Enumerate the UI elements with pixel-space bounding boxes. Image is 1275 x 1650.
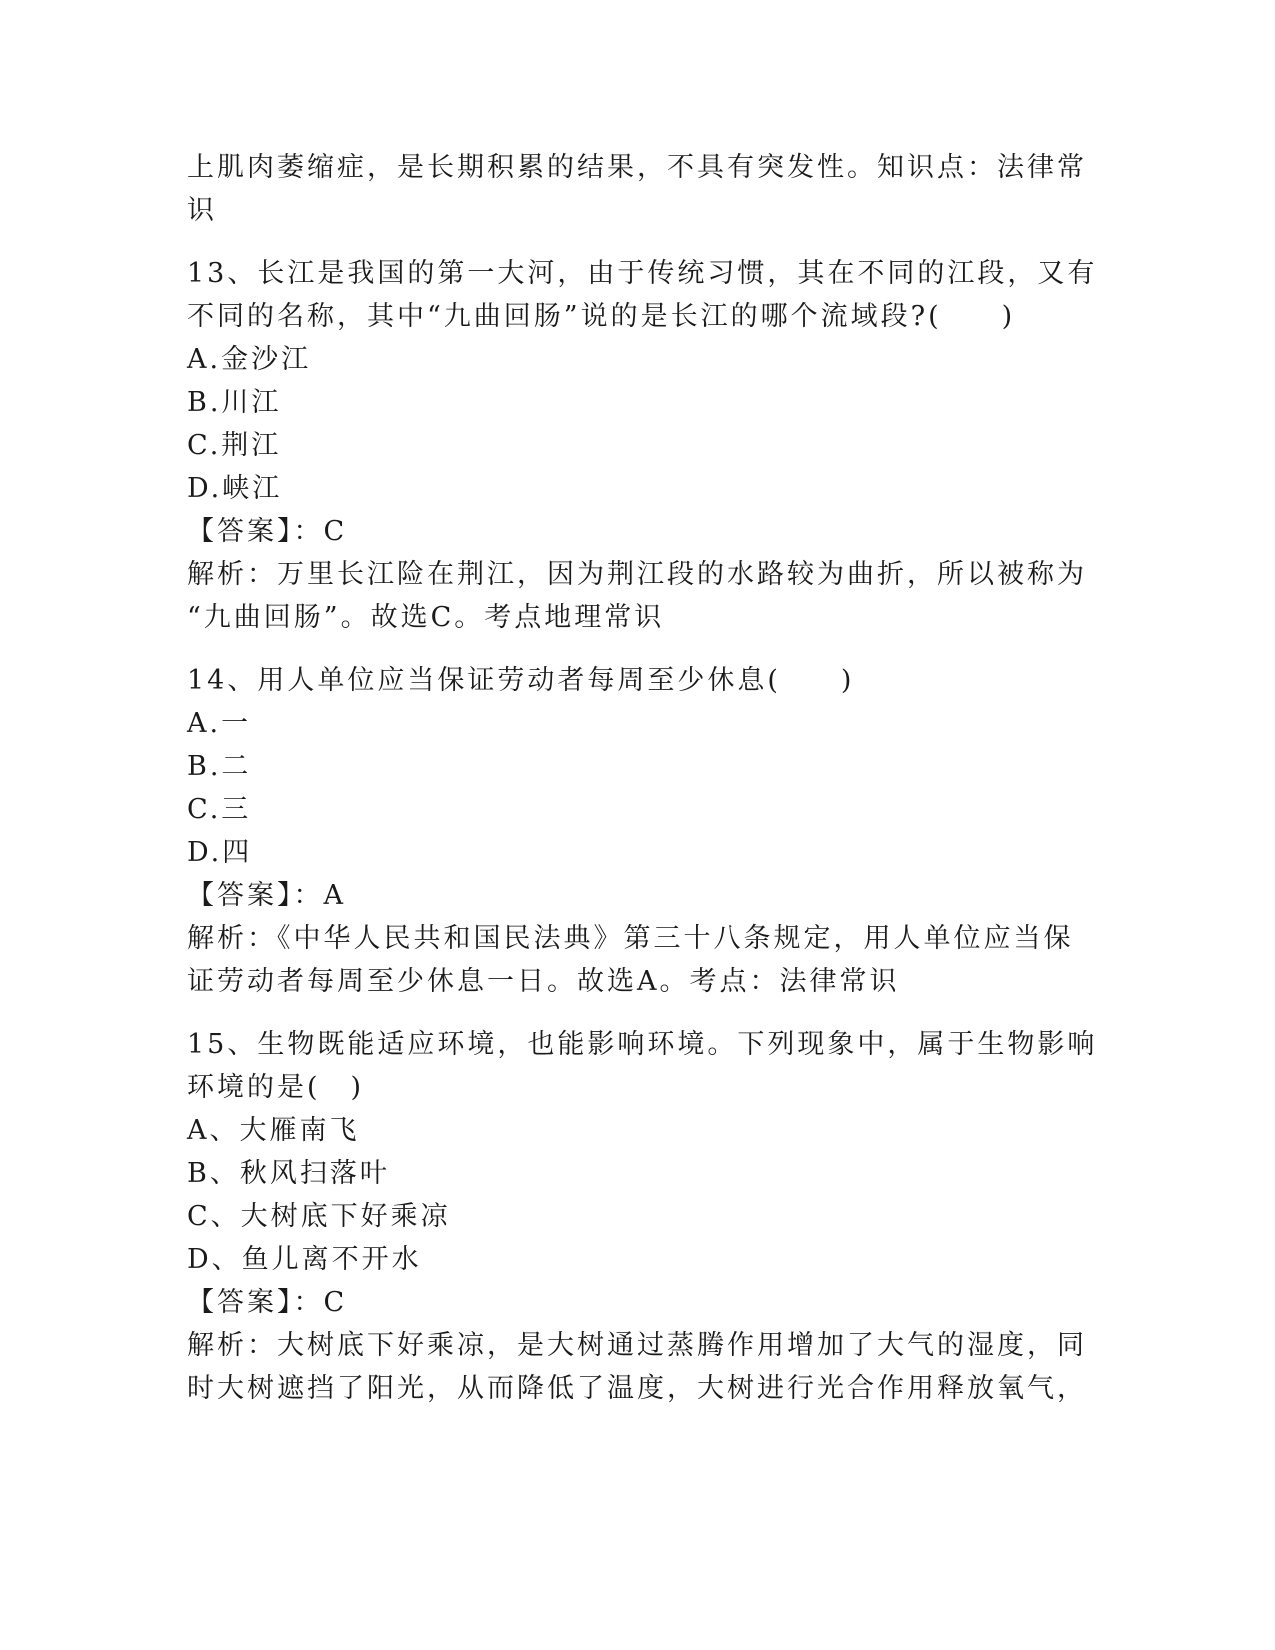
document-page	[187, 146, 1098, 1410]
analysis-text: “九曲回肠”。故选C。考点地理常识	[187, 602, 665, 633]
option-b: B、秋风扫落叶	[187, 1158, 390, 1189]
option-a: A.金沙江	[187, 344, 312, 375]
option-b: B.川江	[187, 387, 282, 418]
question-stem: 14、用人单位应当保证劳动者每周至少休息( )	[187, 665, 855, 696]
question-13	[187, 252, 1098, 639]
answer-label: 【答案】：C	[187, 516, 348, 547]
question-stem: 15、生物既能适应环境，也能影响环境。下列现象中，属于生物影响	[187, 1029, 1098, 1060]
analysis-text: 证劳动者每周至少休息一日。故选A。考点：法律常识	[187, 966, 900, 997]
previous-analysis	[187, 146, 1087, 232]
analysis-text: 解析：《中华人民共和国民法典》第三十八条规定，用人单位应当保	[187, 923, 1074, 954]
question-14	[187, 659, 1074, 1003]
option-c: C.荆江	[187, 430, 282, 461]
question-15	[187, 1023, 1098, 1410]
option-a: A.一	[187, 708, 252, 739]
option-d: D.峡江	[187, 473, 283, 504]
analysis-text: 解析：大树底下好乘凉，是大树通过蒸腾作用增加了大气的湿度，同	[187, 1330, 1087, 1361]
analysis-text: 解析：万里长江险在荆江，因为荆江段的水路较为曲折，所以被称为	[187, 559, 1087, 590]
text-line: 上肌肉萎缩症，是长期积累的结果，不具有突发性。知识点：法律常	[187, 152, 1087, 183]
answer-label: 【答案】：C	[187, 1287, 348, 1318]
option-c: C.三	[187, 794, 252, 825]
option-a: A、大雁南飞	[187, 1115, 360, 1146]
question-stem: 不同的名称，其中“九曲回肠”说的是长江的哪个流域段?( )	[187, 301, 1016, 332]
analysis-text: 时大树遮挡了阳光，从而降低了温度，大树进行光合作用释放氧气，	[187, 1373, 1087, 1404]
option-d: D、鱼儿离不开水	[187, 1244, 422, 1275]
option-d: D.四	[187, 837, 253, 868]
answer-label: 【答案】：A	[187, 880, 346, 911]
option-c: C、大树底下好乘凉	[187, 1201, 451, 1232]
question-stem: 环境的是( )	[187, 1072, 365, 1103]
text-line: 识	[187, 195, 217, 226]
option-b: B.二	[187, 751, 252, 782]
question-stem: 13、长江是我国的第一大河，由于传统习惯，其在不同的江段，又有	[187, 258, 1098, 289]
